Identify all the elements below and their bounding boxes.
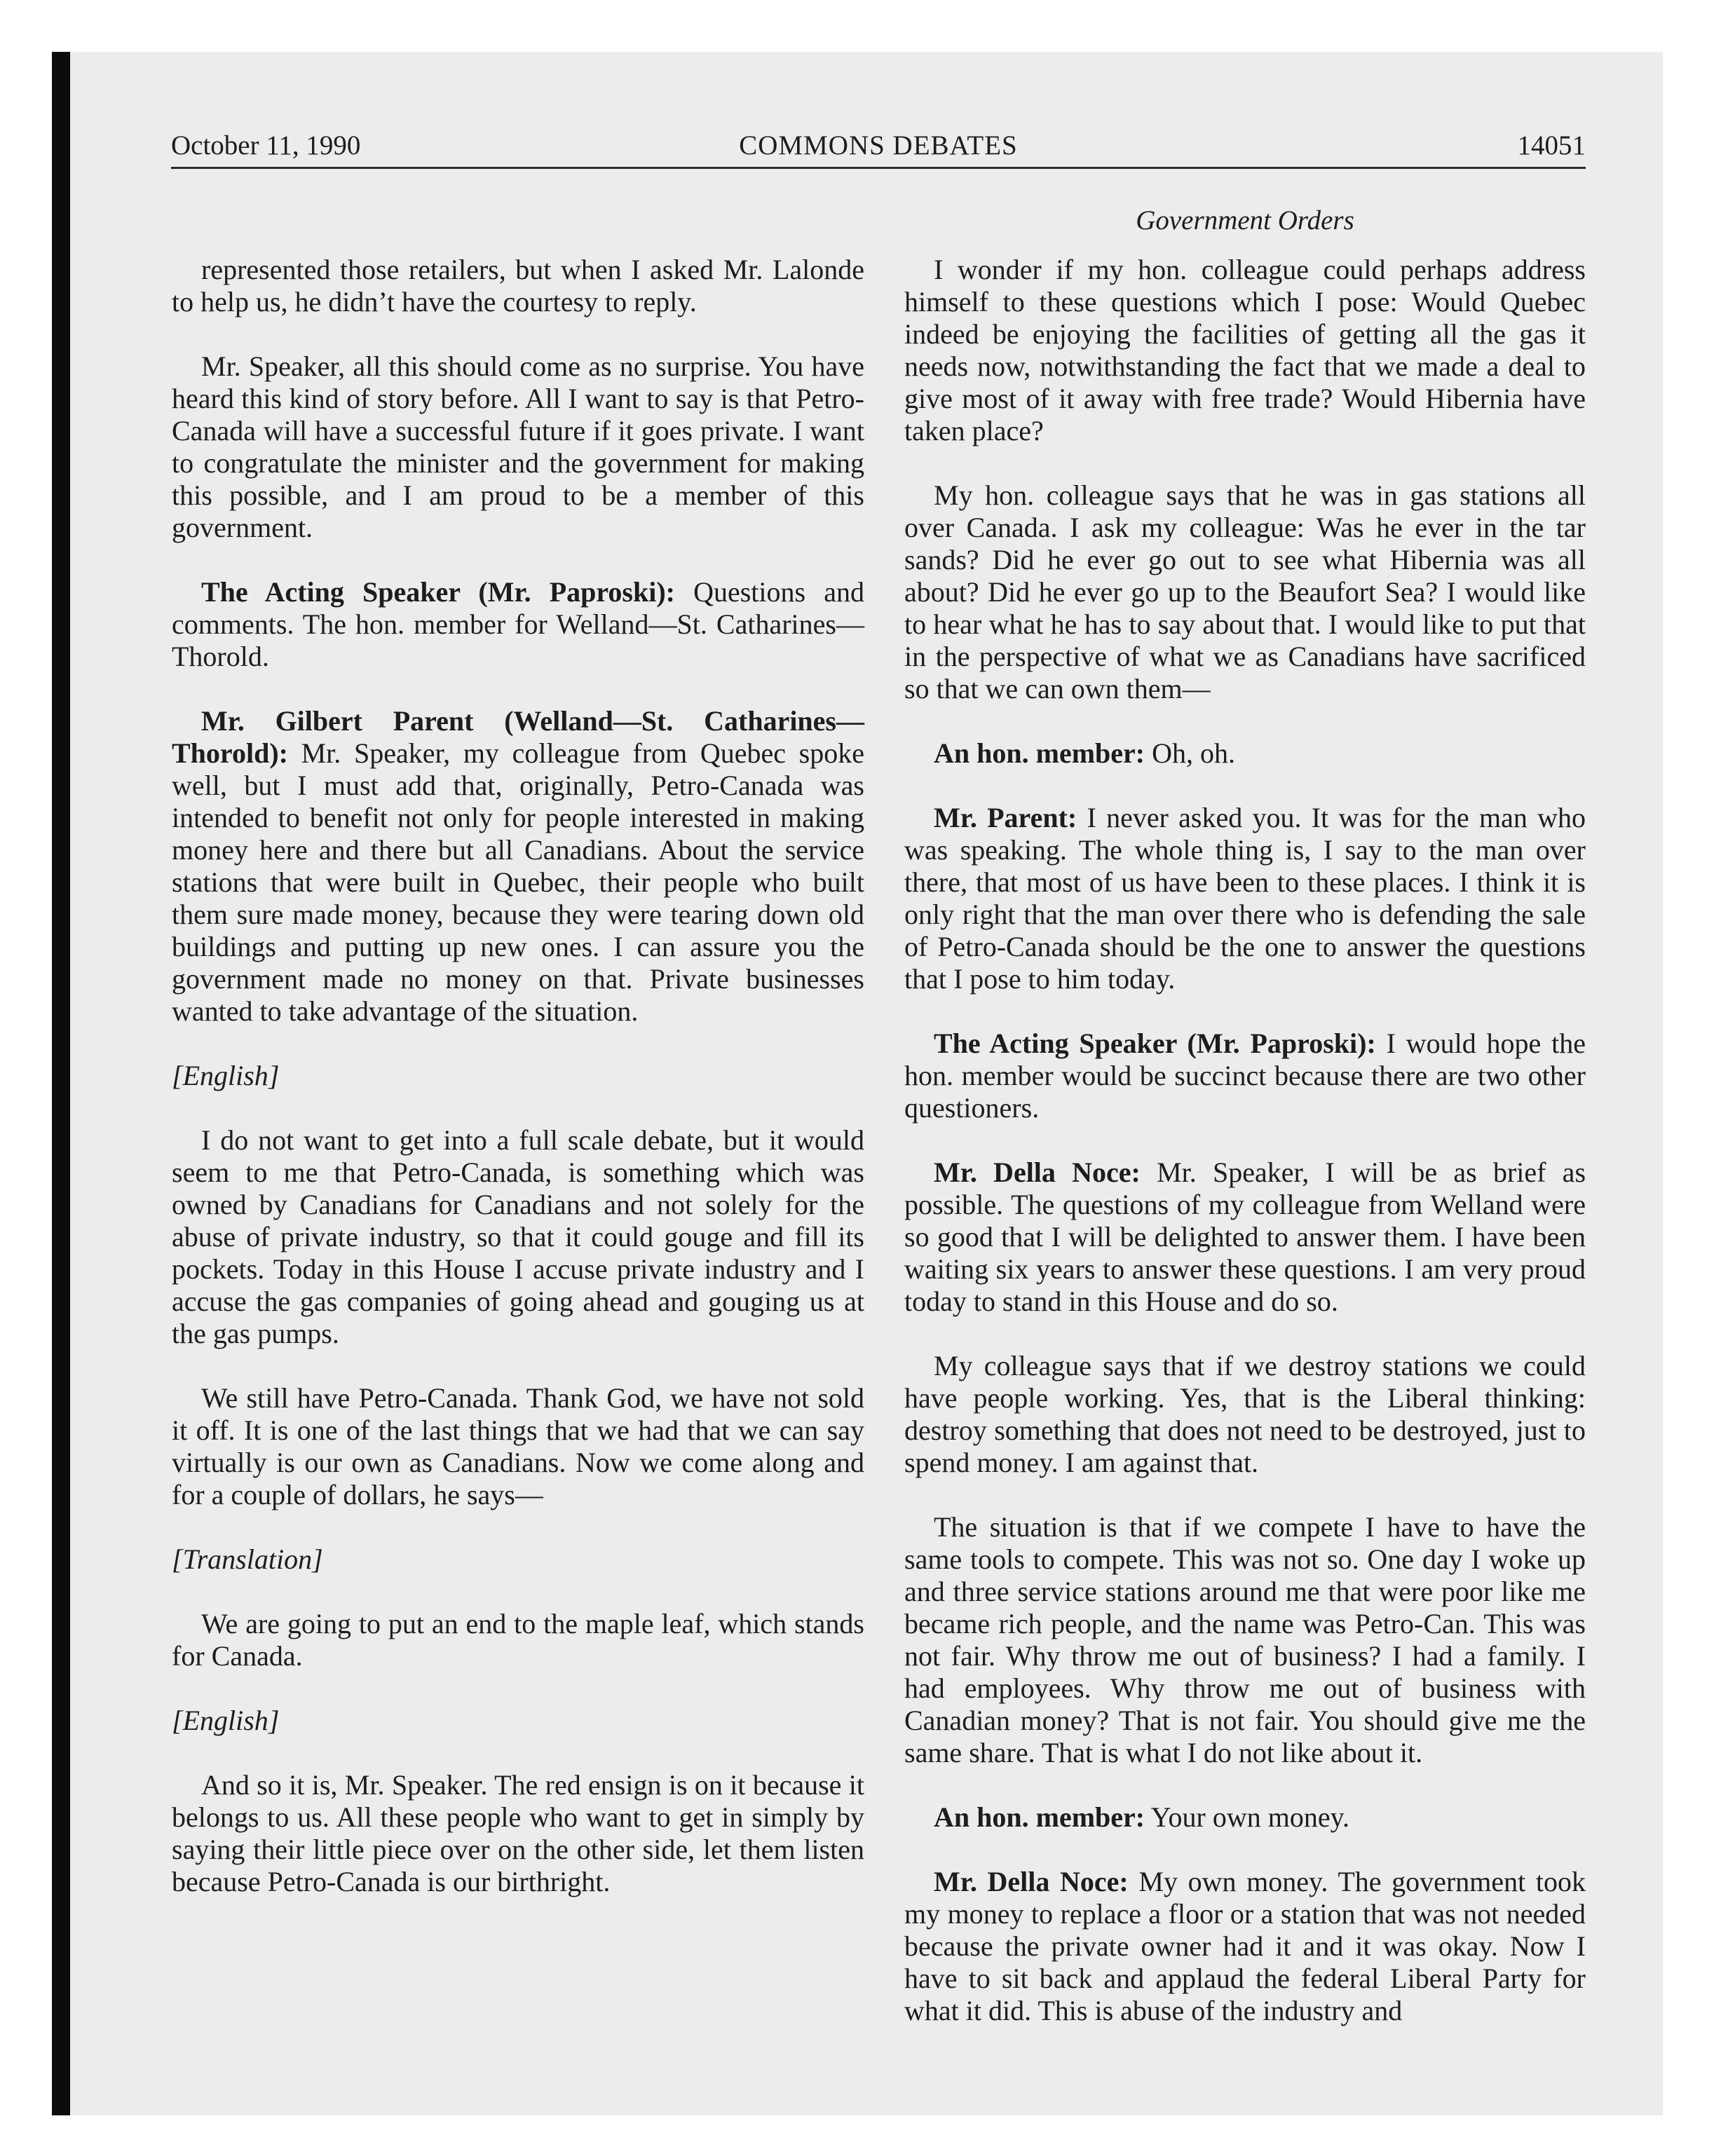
speaker-name: An hon. member: — [934, 737, 1145, 769]
paragraph-text: Your own money. — [1145, 1801, 1349, 1833]
speaker-name: The Acting Speaker (Mr. Paproski): — [201, 576, 675, 608]
left-column — [172, 254, 864, 1930]
paragraph — [904, 479, 1586, 705]
binding-edge — [52, 52, 70, 2115]
paragraph — [904, 1157, 1586, 1318]
header-date: October 11, 1990 — [171, 130, 361, 161]
paragraph — [172, 1382, 864, 1511]
speaker-name: An hon. member: — [934, 1801, 1145, 1833]
language-tag-text: English — [182, 1060, 268, 1091]
paragraph-text: We still have Petro-Canada. Thank God, we have not sold it off. It is one of the last things that we had that we can say virtually is our own as Canadians. Now we come along and for a couple of dollars, he says— — [172, 1382, 864, 1510]
paragraph — [904, 737, 1586, 770]
paragraph — [904, 1866, 1586, 2027]
page-header — [171, 126, 1586, 165]
paragraph — [904, 1350, 1586, 1479]
paragraph-text: Mr. Speaker, all this should come as no surprise. You have heard this kind of story before. All I want to say is that Petro-Canada will have a successful future if it goes private. I want to congratulate the minister and the government for making this possible, and I am proud to be a member of this government. — [172, 350, 864, 543]
paragraph-text: My hon. colleague says that he was in gas stations all over Canada. I ask my colleague: Was he ever in the tar sands? Did he ever go out to see what Hibernia was all about? Did he ever go up to the Beaufort Sea? I would like to hear what he has to say about that. I would like to put that in the perspective of what we as Canadians have sacrificed so that we can own them— — [904, 479, 1586, 704]
paragraph — [904, 1801, 1586, 1834]
paragraph-text: Questions and comments. The hon. member for Welland—St. Catharines—Thorold. — [172, 576, 864, 672]
paragraph — [904, 254, 1586, 447]
paragraph-text: My colleague says that if we destroy stations we could have people working. Yes, that is the Liberal thinking: destroy something that does not need to be destroyed, just to spend money. I am against that. — [904, 1350, 1586, 1478]
language-tag: [English] — [172, 1060, 280, 1091]
speaker-name: Mr. Della Noce: — [934, 1866, 1129, 1897]
speaker-name: The Acting Speaker (Mr. Paproski): — [934, 1028, 1376, 1059]
paragraph — [172, 350, 864, 544]
speaker-name: Mr. Parent: — [934, 802, 1077, 833]
paragraph-text: My own money. The government took my money to replace a floor or a station that was not needed because the private owner had it and it was okay. Now I have to sit back and applaud the federal Liberal Party for what it did. This is abuse of the industry and — [904, 1866, 1586, 2026]
paragraph-text: I do not want to get into a full scale debate, but it would seem to me that Petro-Canada, is something which was owned by Canadians for Canadians and not solely for the abuse of private industry, so that it could gouge and fill its pockets. Today in this House I accuse private industry and I accuse the gas companies of going ahead and gouging us at the gas pumps. — [172, 1124, 864, 1349]
speaker-name: Mr. Della Noce: — [934, 1157, 1141, 1188]
paragraph — [172, 1769, 864, 1898]
paragraph-text: represented those retailers, but when I asked Mr. Lalonde to help us, he didn’t have the courtesy to reply. — [172, 254, 864, 318]
paragraph — [172, 254, 864, 318]
section-title: Government Orders — [1136, 205, 1354, 236]
paragraph-text: Mr. Speaker, I will be as brief as possible. The questions of my colleague from Welland were so good that I will be delighted to answer them. I have been waiting six years to answer these questions. I am very proud today to stand in this House and do so. — [904, 1157, 1586, 1317]
paragraph-text: I never asked you. It was for the man who was speaking. The whole thing is, I say to the man over there, that most of us have been to these places. I think it is only right that the man over there who is defending the sale of Petro-Canada should be the one to answer the questions that I pose to him today. — [904, 802, 1586, 995]
right-column — [904, 254, 1586, 2059]
paragraph-text: Mr. Speaker, my colleague from Quebec spoke well, but I must add that, originally, Petro-Canada was intended to benefit not only for people interested in making money here and there but all Canadians. About the service stations that were built in Quebec, their people who built them sure made money, because they were tearing down old buildings and putting up new ones. I can assure you the government made no money on that. Private businesses wanted to take advantage of the situation. — [172, 737, 864, 1027]
header-page-number: 14051 — [1517, 130, 1586, 161]
speaker-name: Mr. Gilbert Parent (Welland—St. Catharines—Thorold): — [172, 705, 864, 769]
paragraph — [904, 802, 1586, 995]
paragraph-text: I would hope the hon. member would be succinct because there are two other questioners. — [904, 1028, 1586, 1124]
language-tag-text: English — [182, 1705, 268, 1736]
language-tag: [Translation] — [172, 1543, 323, 1575]
header-rule — [171, 167, 1586, 169]
paragraph-text: I wonder if my hon. colleague could perhaps address himself to these questions which I pose: Would Quebec indeed be enjoying the facilities of getting all the gas it needs now, notwithstanding the fact that we made a deal to give most of it away with free trade? Would Hibernia have taken place? — [904, 254, 1586, 446]
paragraph-text: The situation is that if we compete I have to have the same tools to compete. This was not so. One day I woke up and three service stations around me that were poor like me became rich people, and the name was Petro-Can. This was not fair. Why throw me out of business? I had a family. I had employees. Why throw me out of business with Canadian money? That is not fair. You should give me the same share. That is what I do not like about it. — [904, 1511, 1586, 1768]
paragraph — [172, 1124, 864, 1350]
paragraph-text: Oh, oh. — [1145, 737, 1235, 769]
language-tag: [English] — [172, 1705, 280, 1736]
header-title: COMMONS DEBATES — [739, 130, 1018, 161]
paragraph — [904, 1511, 1586, 1769]
paragraph — [172, 1608, 864, 1672]
paragraph — [904, 1028, 1586, 1124]
language-tag-text: Translation — [182, 1543, 313, 1575]
paragraph — [172, 705, 864, 1028]
paragraph-text: And so it is, Mr. Speaker. The red ensign is on it because it belongs to us. All these people who want to get in simply by saying their little piece over on the other side, let them listen because Petro-Canada is our birthright. — [172, 1769, 864, 1897]
paragraph-text: We are going to put an end to the maple leaf, which stands for Canada. — [172, 1608, 864, 1672]
paragraph — [172, 576, 864, 673]
